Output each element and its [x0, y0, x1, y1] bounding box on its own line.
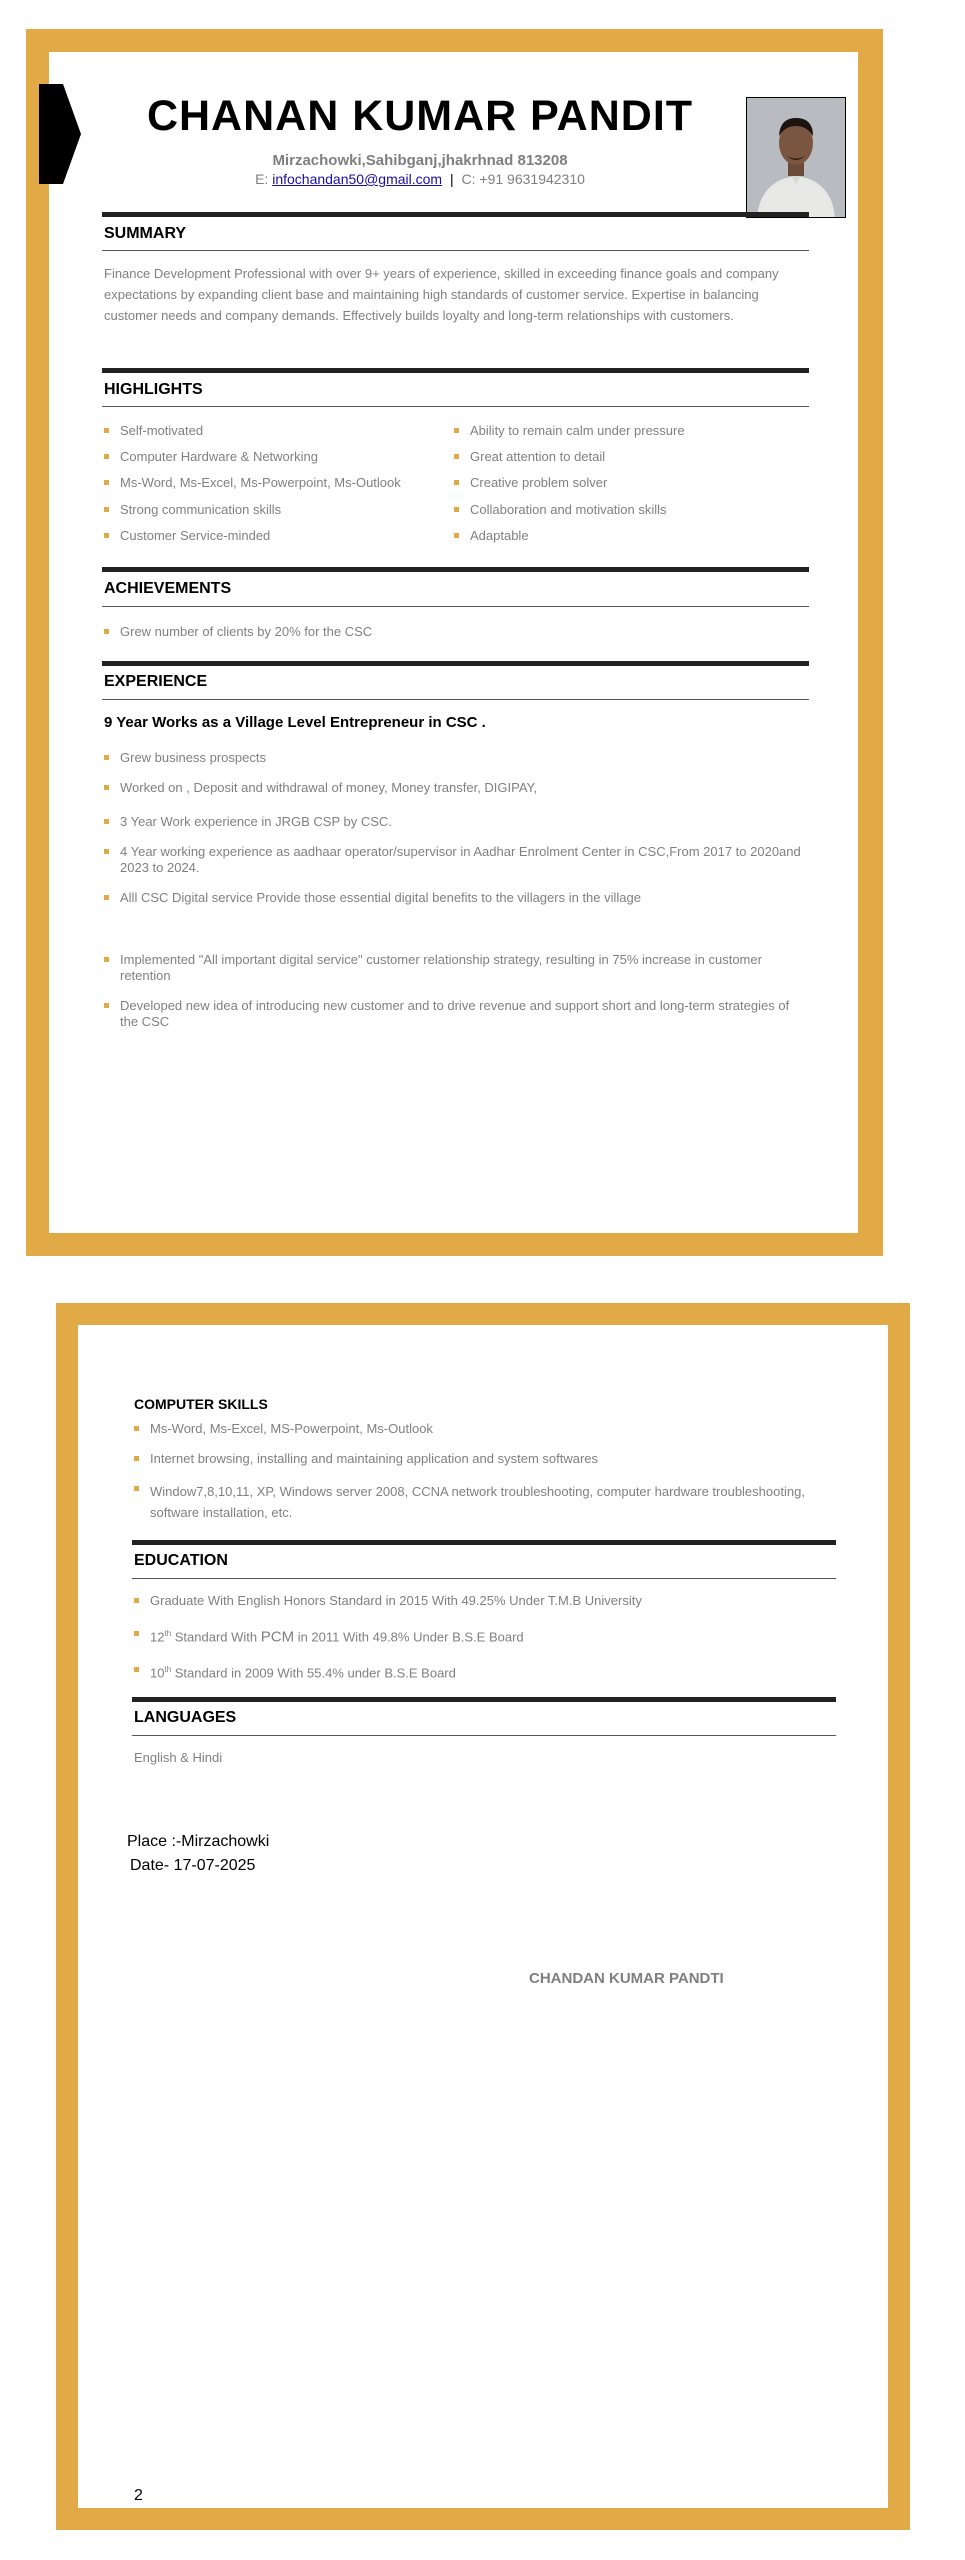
- languages-text: English & Hindi: [134, 1750, 223, 1765]
- list-item: Collaboration and motivation skills: [454, 502, 804, 528]
- languages-rule-top: [132, 1697, 836, 1702]
- highlights-right-list: [454, 423, 804, 554]
- achievements-rule-top: [102, 567, 809, 572]
- highlights-rule-bottom: [102, 406, 809, 407]
- computer-skills-list: [134, 1421, 834, 1523]
- achievements-title: ACHIEVEMENTS: [104, 580, 232, 597]
- list-item: Strong communication skills: [104, 502, 444, 528]
- experience-heading: 9 Year Works as a Village Level Entrepreneur in CSC .: [104, 714, 486, 731]
- list-item: Grew business prospects: [104, 750, 804, 766]
- list-item: Window7,8,10,11, XP, Windows server 2008, CCNA network troubleshooting, computer hardware troubleshooting, software installation, etc.: [134, 1481, 834, 1523]
- experience-rule-bottom: [102, 699, 809, 700]
- list-item: Customer Service-minded: [104, 528, 444, 554]
- candidate-name: CHANAN KUMAR PANDIT: [146, 92, 694, 140]
- list-item: Implemented "All important digital service" customer relationship strategy, resulting in 75% increase in customer retention: [104, 952, 804, 984]
- square-bullet-icon: [104, 849, 109, 854]
- education-rule-top: [132, 1540, 836, 1545]
- experience-list-bottom: [104, 952, 804, 1030]
- list-item: Adaptable: [454, 528, 804, 554]
- square-bullet-icon: [134, 1426, 139, 1431]
- list-item: Creative problem solver: [454, 475, 804, 502]
- list-item: Ability to remain calm under pressure: [454, 423, 804, 449]
- list-item: Self-motivated: [104, 423, 444, 449]
- email-prefix: E:: [255, 171, 269, 187]
- email-link[interactable]: infochandan50@gmail.com: [272, 171, 443, 187]
- square-bullet-icon: [454, 507, 459, 512]
- list-item: 10th Standard in 2009 With 55.4% under B.S.E Board: [134, 1662, 834, 1681]
- experience-list-top: [104, 750, 804, 906]
- square-bullet-icon: [454, 533, 459, 538]
- summary-title: SUMMARY: [104, 225, 187, 242]
- summary-rule-top: [102, 212, 809, 217]
- square-bullet-icon: [104, 454, 109, 459]
- experience-rule-top: [102, 661, 809, 666]
- list-item: 12th Standard With PCM in 2011 With 49.8% Under B.S.E Board: [134, 1626, 834, 1645]
- phone-number: C: +91 9631942310: [461, 171, 585, 187]
- list-item: Grew number of clients by 20% for the CSC: [104, 624, 804, 640]
- contact-line: [100, 171, 740, 187]
- list-item: 3 Year Work experience in JRGB CSP by CSC.: [104, 814, 804, 830]
- square-bullet-icon: [104, 895, 109, 900]
- square-bullet-icon: [454, 428, 459, 433]
- person-photo-icon: [747, 98, 845, 217]
- summary-text: Finance Development Professional with over 9+ years of experience, skilled in exceeding finance goals and company expectations by expanding client base and maintaining high standards of customer service. Expertise in balancing customer needs and company demands. Effectively builds loyalty and long-term relationships with customers.: [104, 266, 779, 323]
- list-item: Great attention to detail: [454, 449, 804, 475]
- computer-skills-title: COMPUTER SKILLS: [134, 1396, 268, 1412]
- square-bullet-icon: [104, 507, 109, 512]
- education-rule-bottom: [132, 1578, 836, 1579]
- experience-title: EXPERIENCE: [104, 673, 208, 690]
- square-bullet-icon: [134, 1598, 139, 1603]
- square-bullet-icon: [104, 819, 109, 824]
- square-bullet-icon: [104, 533, 109, 538]
- list-item: Developed new idea of introducing new customer and to drive revenue and support short and long-term strategies of the CSC: [104, 998, 804, 1030]
- signature-name: CHANDAN KUMAR PANDTI: [529, 1970, 724, 1987]
- achievements-rule-bottom: [102, 606, 809, 607]
- square-bullet-icon: [104, 480, 109, 485]
- square-bullet-icon: [104, 785, 109, 790]
- summary-rule-bottom: [102, 250, 809, 251]
- highlights-rule-top: [102, 368, 809, 373]
- list-item: Alll CSC Digital service Provide those essential digital benefits to the villagers in the village: [104, 890, 804, 906]
- list-item: Graduate With English Honors Standard in 2015 With 49.25% Under T.M.B University: [134, 1593, 834, 1609]
- list-item: 4 Year working experience as aadhaar operator/supervisor in Aadhar Enrolment Center in CSC,From 2017 to 2020and 2023 to 2024.: [104, 844, 804, 876]
- square-bullet-icon: [104, 1003, 109, 1008]
- education-list: [134, 1593, 834, 1682]
- date: Date- 17-07-2025: [130, 1857, 256, 1874]
- address: Mirzachowki,Sahibganj,jhakrhnad 813208: [272, 152, 568, 169]
- languages-title: LANGUAGES: [134, 1709, 237, 1726]
- place: Place :-Mirzachowki: [127, 1833, 270, 1850]
- list-item: Ms-Word, Ms-Excel, Ms-Powerpoint, Ms-Outlook: [104, 475, 444, 502]
- list-item: Ms-Word, Ms-Excel, MS-Powerpoint, Ms-Outlook: [134, 1421, 834, 1437]
- contact-separator: |: [449, 171, 454, 187]
- achievements-list: [104, 624, 804, 640]
- square-bullet-icon: [454, 480, 459, 485]
- highlights-left-list: [104, 423, 444, 554]
- square-bullet-icon: [134, 1486, 139, 1491]
- square-bullet-icon: [104, 755, 109, 760]
- page-number: 2: [134, 2487, 143, 2504]
- list-item: Internet browsing, installing and maintaining application and system softwares: [134, 1451, 834, 1467]
- square-bullet-icon: [104, 629, 109, 634]
- languages-rule-bottom: [132, 1735, 836, 1736]
- list-item: Computer Hardware & Networking: [104, 449, 444, 475]
- square-bullet-icon: [104, 428, 109, 433]
- profile-photo: [746, 97, 846, 218]
- education-title: EDUCATION: [134, 1552, 228, 1569]
- square-bullet-icon: [454, 454, 459, 459]
- arrow-tab-icon: [39, 84, 81, 184]
- square-bullet-icon: [134, 1456, 139, 1461]
- square-bullet-icon: [104, 957, 109, 962]
- square-bullet-icon: [134, 1631, 139, 1636]
- list-item: Worked on , Deposit and withdrawal of money, Money transfer, DIGIPAY,: [104, 780, 804, 796]
- square-bullet-icon: [134, 1667, 139, 1672]
- highlights-title: HIGHLIGHTS: [104, 381, 203, 398]
